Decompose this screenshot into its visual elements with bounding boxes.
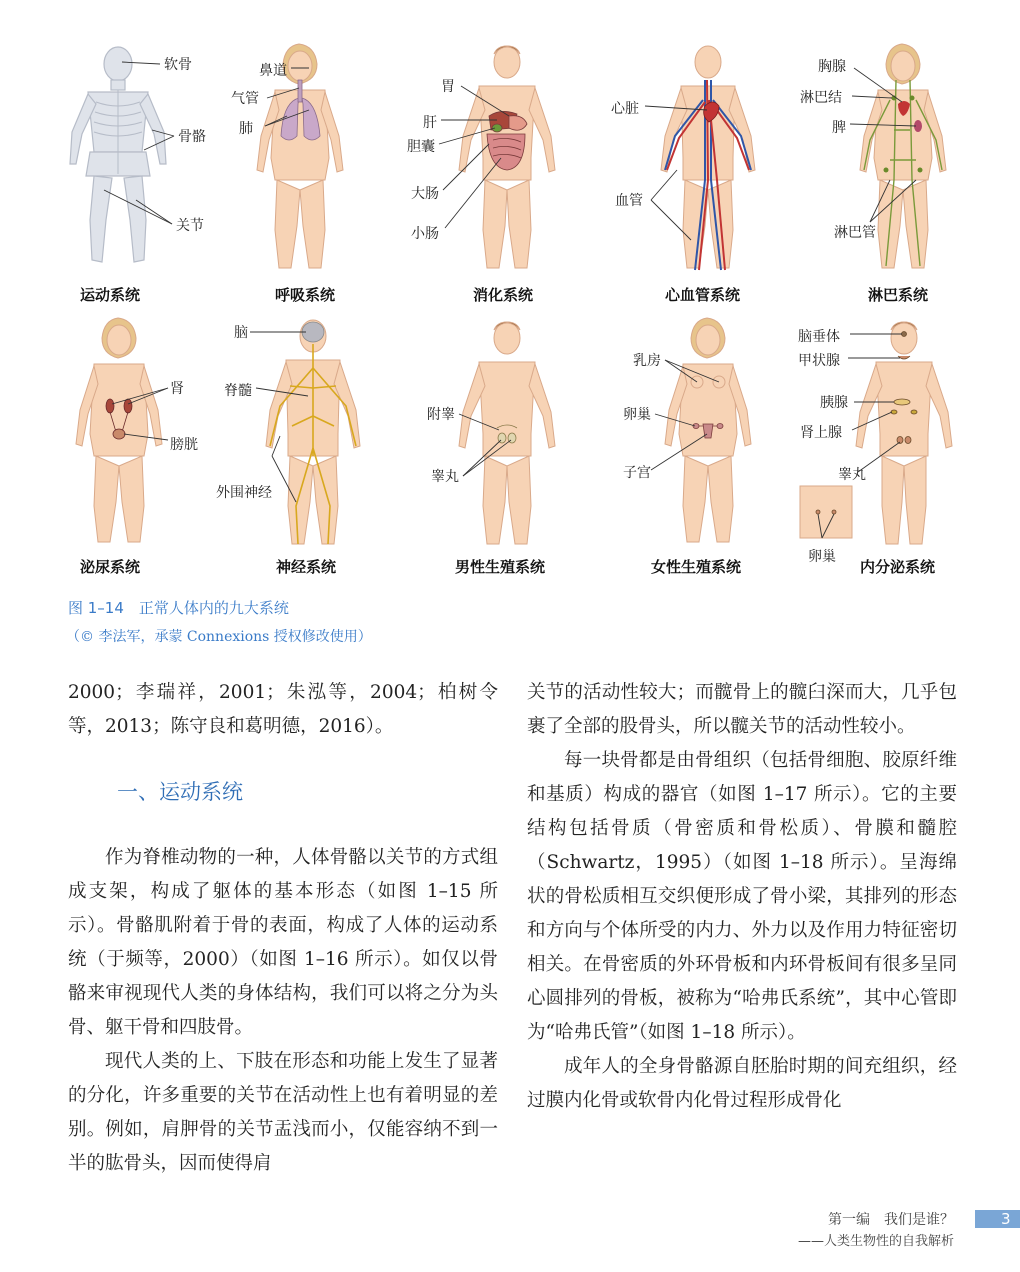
label-breast: 乳房 (633, 353, 661, 369)
panel-male-reproductive (405, 316, 595, 576)
label-spinal-cord: 脊髓 (224, 383, 252, 399)
right-paragraph-2: 成年人的全身骨骼源自胚胎时期的间充组织，经过膜内化骨或软骨内化骨过程形成骨化 (527, 1056, 957, 1111)
label-lymph-vessel: 淋巴管 (834, 225, 876, 241)
label-bone: 骨骼 (178, 129, 206, 145)
system-title-cardiovascular: 心血管系统 (665, 286, 741, 304)
left-column-body (68, 841, 498, 1181)
system-title-endocrine: 内分泌系统 (860, 558, 936, 576)
label-epididymis: 附睾 (427, 407, 455, 423)
panel-urinary (60, 316, 230, 576)
female-figure-urinary (60, 316, 230, 566)
label-ovary-endocrine: 卵巢 (808, 549, 836, 565)
panel-cardiovascular (605, 40, 775, 304)
label-thyroid: 甲状腺 (798, 353, 840, 369)
label-large-intestine: 大肠 (411, 186, 439, 202)
right-column (527, 676, 957, 1118)
label-bladder: 膀胱 (170, 437, 198, 453)
label-testis: 睾丸 (431, 469, 459, 485)
figure-caption: 图 1–14 正常人体内的九大系统 (68, 599, 289, 617)
section-heading: 一、运动系统 (117, 780, 243, 804)
figure-cardiovascular (605, 40, 775, 280)
label-liver: 肝 (423, 115, 437, 131)
figure-nervous (210, 316, 400, 566)
label-lymph-node: 淋巴结 (800, 90, 842, 106)
panel-nervous (210, 316, 400, 576)
panel-locomotor (60, 40, 230, 304)
label-thymus: 胸腺 (818, 59, 846, 75)
label-testis-endocrine: 睾丸 (838, 467, 866, 483)
panel-lymphatic (790, 40, 970, 304)
right-paragraph-1: 每一块骨都是由骨组织（包括骨细胞、胶原纤维和基质）构成的器官（如图 1–17 所示）。它的主要结构包括骨质（骨密质和骨松质）、骨膜和髓腔（Schwartz，1995）（如图 1–18 所示）。呈海绵状的骨松质相互交织便形成了骨小梁，其排列的形态和方向与个体所受的内力、外力以及作用力特征密切相关。在骨密质的外环骨板和内环骨板间有很多呈同心圆排列的骨板，被称为“哈弗氏系统”，其中心管即为“哈弗氏管”（如图 1–18 所示）。 (527, 750, 957, 1043)
label-stomach: 胃 (441, 79, 455, 95)
label-pancreas: 胰腺 (820, 395, 848, 411)
label-trachea: 气管 (231, 91, 259, 107)
system-title-digestive: 消化系统 (473, 286, 534, 304)
left-column-top (68, 676, 498, 744)
panel-endocrine (790, 316, 980, 576)
panel-female-reproductive (605, 316, 780, 576)
page-number-tab: 3 (975, 1210, 1020, 1228)
label-lung: 肺 (239, 121, 253, 137)
system-title-respiratory: 呼吸系统 (275, 286, 336, 304)
system-title-male-reproductive: 男性生殖系统 (455, 558, 546, 576)
label-brain: 脑 (234, 325, 248, 341)
male-figure-digestive (405, 40, 595, 280)
label-gallbladder: 胆囊 (407, 139, 435, 155)
label-nasal-passage: 鼻道 (259, 63, 287, 79)
panel-respiratory (225, 40, 395, 304)
female-figure-lymphatic (790, 40, 970, 280)
system-title-urinary: 泌尿系统 (80, 558, 141, 576)
label-spleen: 脾 (832, 120, 846, 136)
label-ovary: 卵巢 (623, 407, 651, 423)
label-pituitary: 脑垂体 (798, 329, 840, 345)
left-paragraph-1: 作为脊椎动物的一种，人体骨骼以关节的方式组成支架，构成了躯体的基本形态（如图 1–15 所示）。骨骼肌附着于骨的表面，构成了人体的运动系统（于频等，2000）（如图 1–16 所示）。如仅以骨骼来审视现代人类的身体结构，我们可以将之分为头骨、躯干骨和四肢骨。 (68, 847, 498, 1038)
female-figure-reproductive (605, 316, 780, 566)
system-title-locomotor: 运动系统 (80, 286, 141, 304)
right-paragraph-0: 关节的活动性较大；而髋骨上的髋臼深而大，几乎包裹了全部的股骨头，所以髋关节的活动性较小。 (527, 682, 957, 737)
label-uterus: 子宫 (623, 465, 651, 481)
footer-part-title: 第一编 我们是谁？ (828, 1212, 954, 1228)
label-peripheral-nerve: 外围神经 (216, 485, 272, 501)
footer-subtitle: ——人类生物性的自我解析 (797, 1234, 954, 1249)
system-title-female-reproductive: 女性生殖系统 (651, 558, 742, 576)
system-title-lymphatic: 淋巴系统 (868, 286, 929, 304)
label-kidney: 肾 (170, 381, 184, 397)
system-title-nervous: 神经系统 (276, 558, 337, 576)
figure-credit: （© 李法军，承蒙 Connexions 授权修改使用） (66, 629, 372, 645)
label-joint: 关节 (176, 218, 204, 234)
label-adrenal-gland: 肾上腺 (800, 425, 842, 441)
female-figure-respiratory (225, 40, 395, 280)
skeleton-figure (60, 40, 230, 280)
left-paragraph-2: 现代人类的上、下肢在形态和功能上发生了显著的分化，许多重要的关节在活动性上也有着明显的差别。例如，肩胛骨的关节盂浅而小，仅能容纳不到一半的肱骨头，因而使得肩 (68, 1051, 498, 1174)
male-figure-reproductive (405, 316, 595, 566)
label-cartilage: 软骨 (164, 57, 192, 73)
label-heart: 心脏 (611, 101, 639, 117)
label-small-intestine: 小肠 (411, 226, 439, 242)
left-paragraph-0: 2000；李瑞祥，2001；朱泓等，2004；柏树令等，2013；陈守良和葛明德，2016）。 (68, 682, 498, 737)
label-blood-vessel: 血管 (615, 193, 643, 209)
panel-digestive (405, 40, 595, 304)
